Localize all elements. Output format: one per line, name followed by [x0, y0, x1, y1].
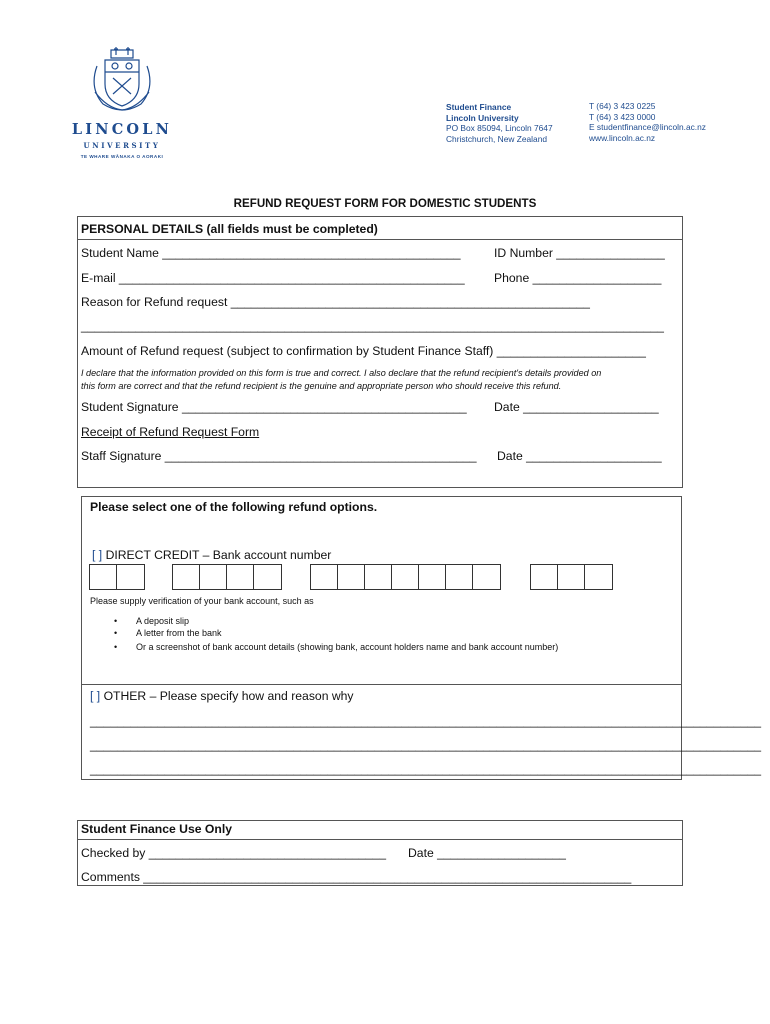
verify-note: Please supply verification of your bank account, such as: [90, 596, 314, 606]
checked-by-field[interactable]: Checked by ___________________________________: [81, 846, 386, 860]
finance-use-heading: Student Finance Use Only: [81, 822, 233, 836]
id-number-field[interactable]: ID Number ________________: [494, 246, 665, 260]
other-reason-line[interactable]: ___________________________________________________________________________________________________: [90, 762, 762, 776]
finance-divider: [78, 839, 682, 840]
options-divider: [82, 684, 681, 685]
direct-credit-checkbox[interactable]: [ ]: [92, 548, 103, 562]
suffix-boxes[interactable]: [530, 564, 613, 590]
bullet-item: • A letter from the bank: [114, 628, 222, 638]
contact-email[interactable]: E studentfinance@lincoln.ac.nz: [589, 122, 706, 133]
options-heading: Please select one of the following refund options.: [90, 500, 378, 514]
branch-code-boxes[interactable]: [172, 564, 282, 590]
contact-po-box: PO Box 85094, Lincoln 7647: [446, 123, 553, 134]
staff-signature-field[interactable]: Staff Signature ______________________________________________: [81, 449, 477, 463]
staff-date-field[interactable]: Date ____________________: [497, 449, 662, 463]
declaration-line-1: I declare that the information provided on this form is true and correct. I also declare that the refund recipient's details provided on: [81, 368, 602, 378]
contact-address: [446, 102, 553, 144]
contact-org: Lincoln University: [446, 112, 519, 123]
signature-date-field[interactable]: Date ____________________: [494, 400, 659, 414]
personal-divider: [78, 239, 682, 240]
contact-city: Christchurch, New Zealand: [446, 133, 548, 144]
contact-dept: Student Finance: [446, 102, 512, 112]
other-reason-line[interactable]: ___________________________________________________________________________________________________: [90, 714, 762, 728]
logo-wordmark: LINCOLN: [71, 121, 173, 138]
bank-code-boxes[interactable]: [89, 564, 145, 590]
comments-field[interactable]: Comments ________________________________________________________________________: [81, 870, 632, 884]
contact-details: [589, 101, 706, 143]
contact-phone-1: T (64) 3 423 0225: [589, 101, 656, 111]
bullet-item: • A deposit slip: [114, 616, 190, 626]
direct-credit-label: DIRECT CREDIT – Bank account number: [105, 548, 332, 562]
other-checkbox[interactable]: [ ]: [90, 689, 101, 703]
finance-use-section: [77, 820, 683, 886]
logo-subtitle: UNIVERSITY: [83, 141, 161, 150]
bullet-item: • Or a screenshot of bank account details (showing bank, account holders name and bank account number): [114, 642, 559, 652]
other-option[interactable]: [90, 689, 354, 703]
reason-field[interactable]: Reason for Refund request _____________________________________________________: [81, 295, 590, 309]
logo-motto: TE WHARE WĀNAKA O AORAKI: [80, 154, 164, 159]
crest-icon: [83, 44, 161, 116]
student-name-field[interactable]: Student Name ____________________________________________: [81, 246, 461, 260]
other-reason-line[interactable]: ___________________________________________________________________________________________________: [90, 738, 762, 752]
other-label: OTHER – Please specify how and reason why: [103, 689, 354, 703]
finance-date-field[interactable]: Date ___________________: [408, 846, 566, 860]
contact-website[interactable]: www.lincoln.ac.nz: [589, 132, 656, 143]
receipt-label: Receipt of Refund Request Form: [81, 425, 260, 439]
amount-field[interactable]: Amount of Refund request (subject to confirmation by Student Finance Staff) ______________________: [81, 344, 646, 358]
university-logo: [70, 44, 174, 164]
personal-heading: PERSONAL DETAILS (all fields must be completed): [81, 222, 378, 236]
account-number-boxes[interactable]: [310, 564, 501, 590]
form-title: REFUND REQUEST FORM FOR DOMESTIC STUDENTS: [233, 197, 537, 210]
email-field[interactable]: E-mail ___________________________________________________: [81, 271, 465, 285]
declaration-line-2: this form are correct and that the refund recipient is the genuine and appropriate person who should receive this refund.: [81, 381, 562, 391]
direct-credit-option[interactable]: [92, 548, 331, 562]
student-signature-field[interactable]: Student Signature __________________________________________: [81, 400, 467, 414]
phone-field[interactable]: Phone ___________________: [494, 271, 662, 285]
reason-field-continued[interactable]: ______________________________________________________________________________________: [81, 319, 664, 333]
personal-details-section: [77, 216, 683, 488]
refund-options-section: [81, 496, 762, 780]
contact-phone-2: T (64) 3 423 0000: [589, 111, 656, 122]
